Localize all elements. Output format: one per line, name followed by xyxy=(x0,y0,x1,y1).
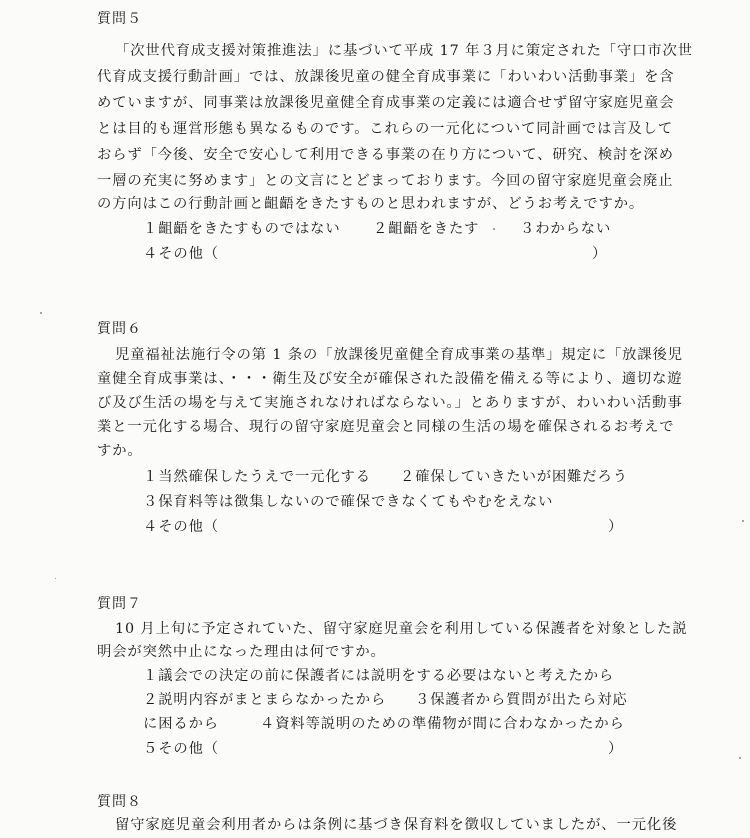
question-5-line: おらず「今後、安全で安心して利用できる事業の在り方について、研究、検討を深め xyxy=(97,147,674,163)
question-5-option: ３わからない xyxy=(520,221,612,237)
question-6-close-paren: ） xyxy=(608,519,623,535)
question-6-line: 業と一元化する場合、現行の留守家庭児童会と同様の生活の場を確保されるお考えで xyxy=(97,419,675,435)
question-6-option: １当然確保したうえで一元化する xyxy=(143,469,371,485)
question-8-label: 質問８ xyxy=(97,794,142,810)
question-6-option: ２確保していきたいが困難だろう xyxy=(400,469,628,485)
question-7-line: 10 月上旬に予定されていた、留守家庭児童会を利用している保護者を対象とした説 xyxy=(115,621,688,637)
question-5-option-other: ４その他（ xyxy=(143,246,219,262)
question-7-option-other: ５その他（ xyxy=(143,741,219,757)
question-6-line: び及び生活の場を与えて実施されなければならない。」とありますが、わいわい活動事 xyxy=(97,395,683,411)
question-5-line: 一層の充実に努めます」との文言にとどまっております。今回の留守家庭児童会廃止 xyxy=(97,173,674,189)
question-7-option: １議会での決定の前に保護者には説明をする必要はないと考えたから xyxy=(143,668,615,684)
question-6-line: 童健全育成事業は、・・・衛生及び安全が確保された設備を備える等により、適切な遊 xyxy=(97,371,683,387)
question-5-option: １齟齬をきたすものではない xyxy=(143,221,341,237)
scan-speck xyxy=(739,757,741,759)
question-7-option: ４資料等説明のための準備物が間に合わなかったから xyxy=(260,716,625,732)
question-6-label: 質問６ xyxy=(97,321,142,337)
question-5-line: とは目的も運営形態も異なるものです。これらの一元化について同計画では言及して xyxy=(97,121,674,137)
question-5-close-paren: ） xyxy=(592,246,607,262)
question-5-line: めていますが、同事業は放課後児童健全育成事業の定義には適合せず留守家庭児童会 xyxy=(97,95,675,111)
question-5-line: 代育成支援行動計画」では、放課後児童の健全育成事業に「わいわい活動事業」を含 xyxy=(97,69,675,85)
question-5-option: ２齟齬をきたす xyxy=(373,221,480,237)
scan-speck xyxy=(55,578,56,579)
question-5-line: 「次世代育成支援対策推進法」に基づいて平成 17 年３月に策定された「守口市次世 xyxy=(115,43,693,59)
scan-speck xyxy=(40,312,42,314)
question-7-line: 明会が突然中止になった理由は何ですか。 xyxy=(97,644,386,660)
scan-speck xyxy=(742,520,744,522)
question-6-option-other: ４その他（ xyxy=(143,519,219,535)
question-6-option: ３保育料等は徴集しないので確保できなくてもやむをえない xyxy=(143,494,554,510)
question-7-close-paren: ） xyxy=(608,741,623,757)
question-5-label: 質問５ xyxy=(97,11,142,27)
question-8-line: 留守家庭児童会利用者からは条例に基づき保育料を徴収していましたが、一元化後 xyxy=(115,817,678,833)
question-7-option: ２説明内容がまとまらなかったから xyxy=(143,692,387,708)
question-7-option: ３保護者から質問が出たら対応 xyxy=(415,692,628,708)
question-7-option-continued: に困るから xyxy=(143,716,219,732)
question-7-label: 質問７ xyxy=(97,596,142,612)
question-5-line: の方向はこの行動計画と齟齬をきたすものと思われますが、どうお考えですか。 xyxy=(97,196,645,212)
question-6-line: すか。 xyxy=(97,443,143,459)
question-6-line: 児童福祉法施行令の第 1 条の「放課後児童健全育成事業の基準」規定に「放課後児 xyxy=(115,347,683,363)
scan-speck xyxy=(493,228,495,230)
